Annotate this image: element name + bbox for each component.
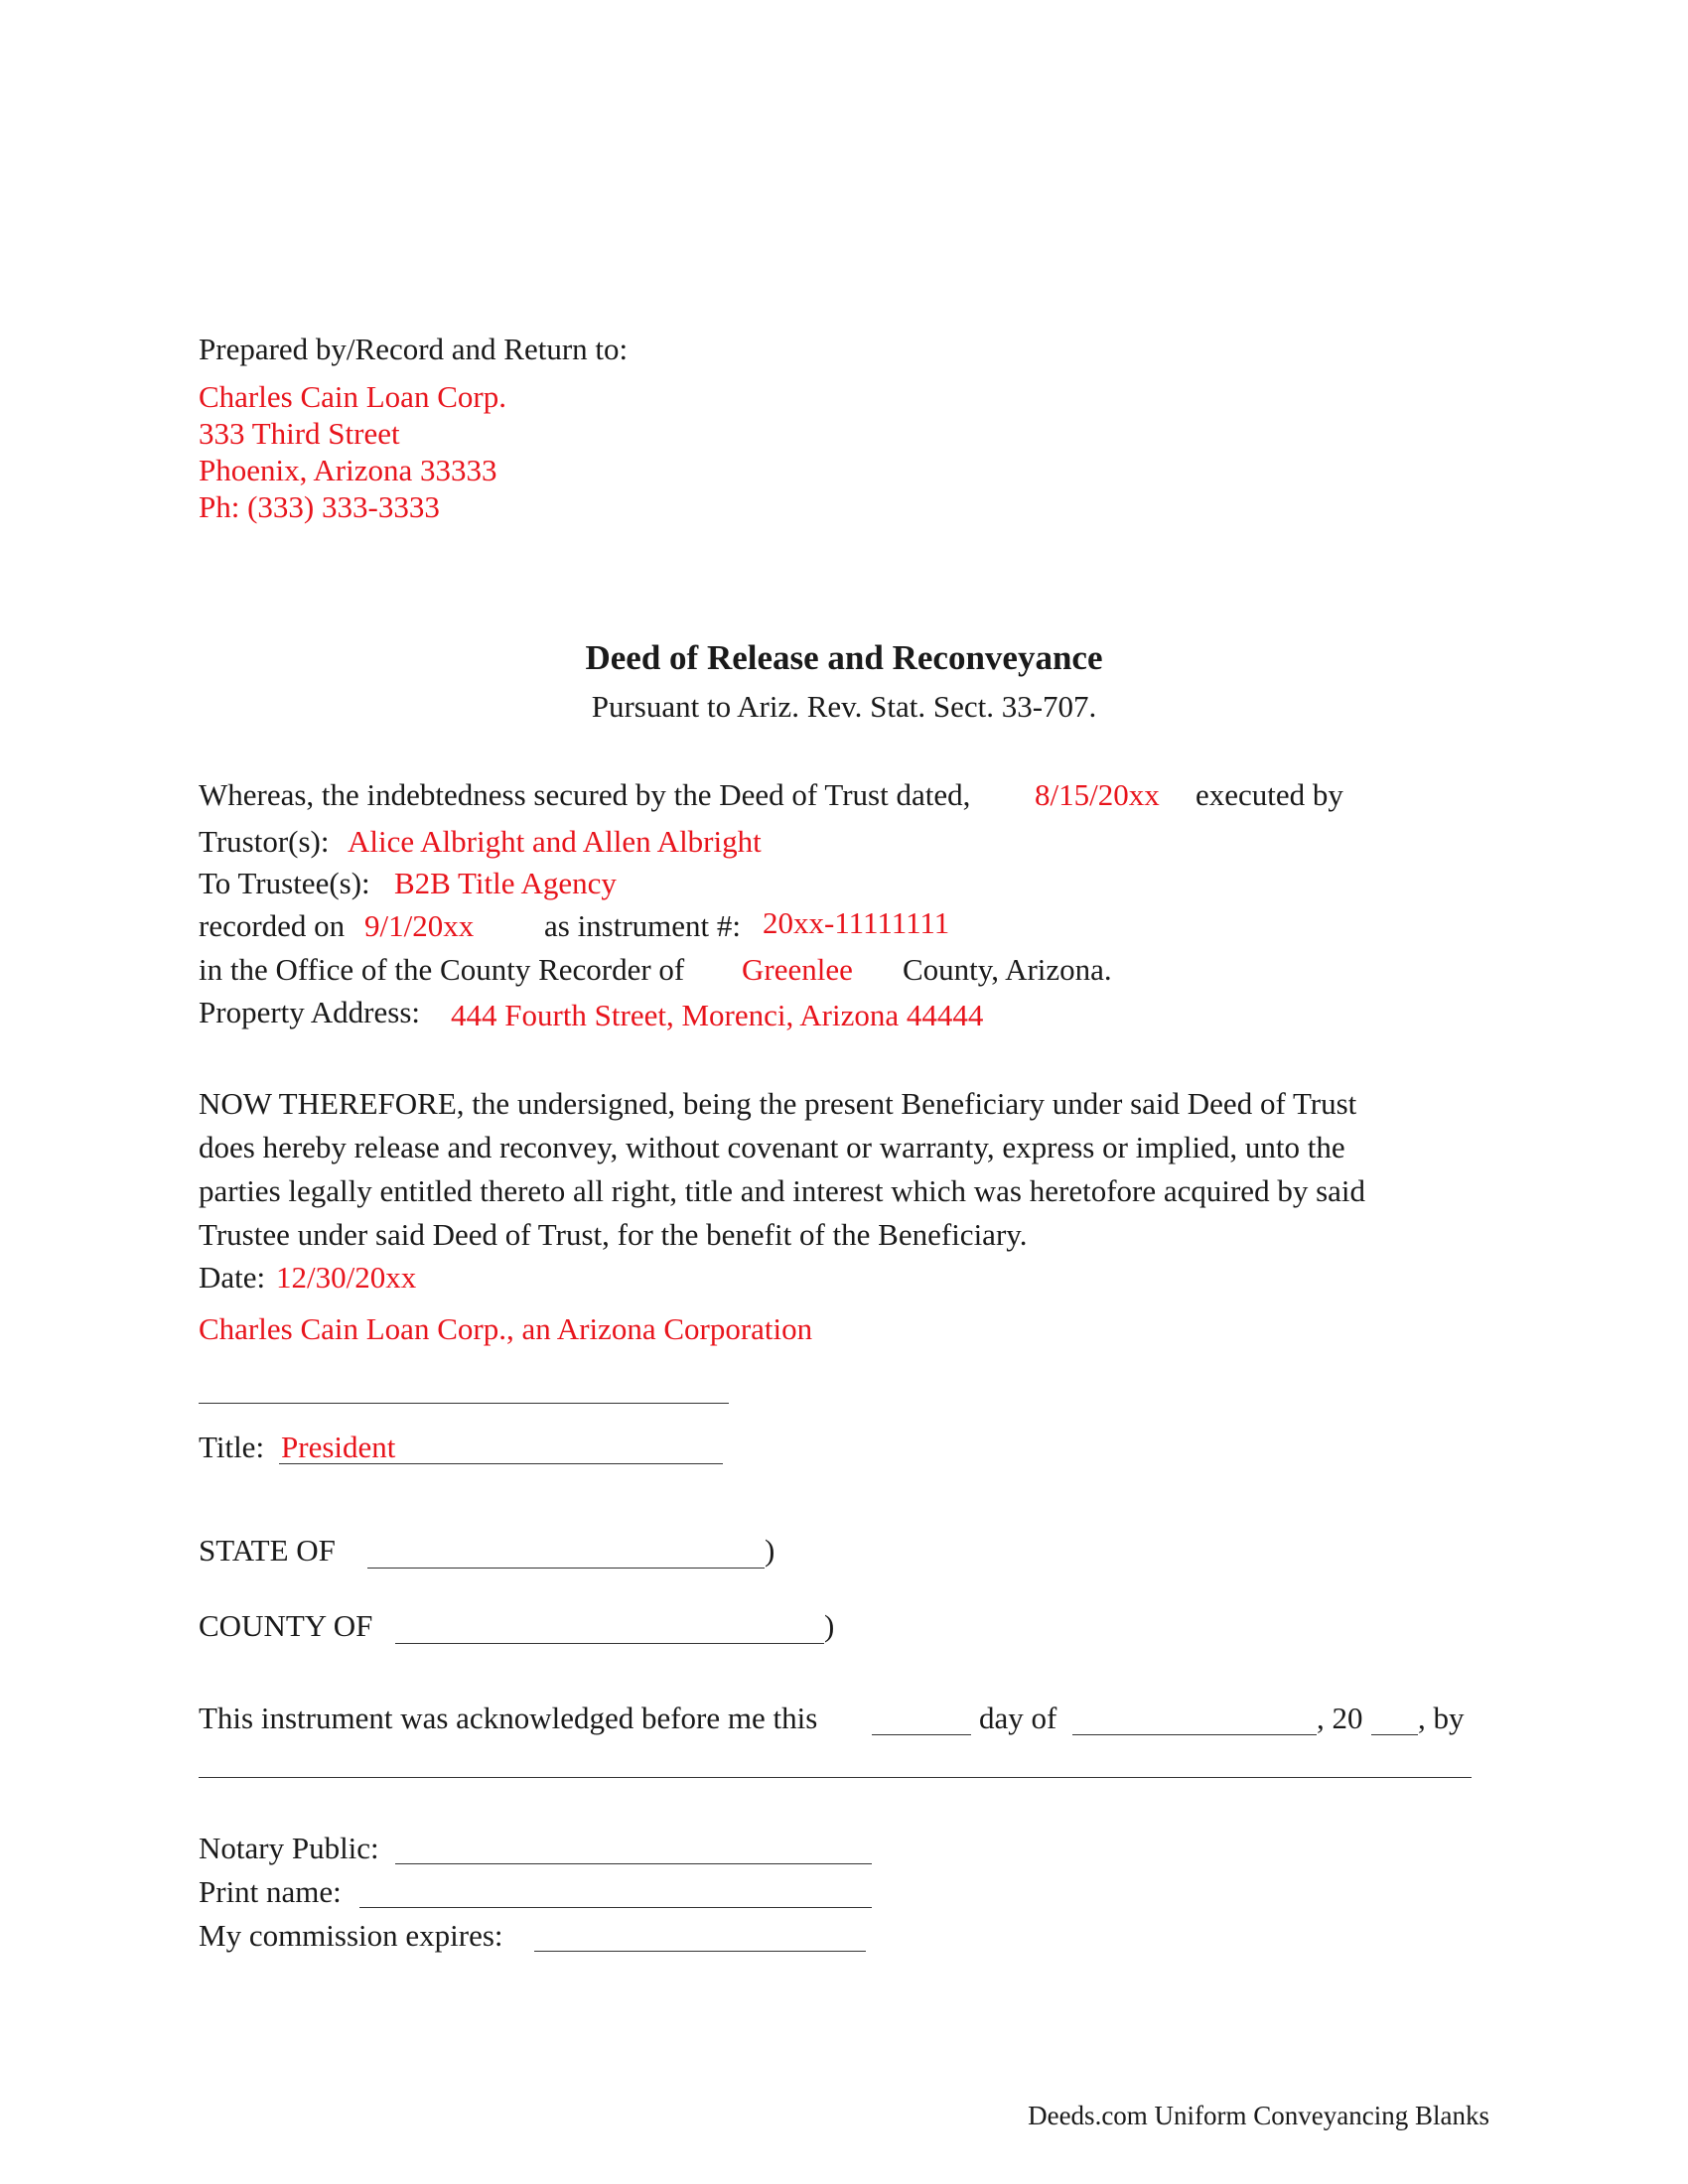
property-address-label: Property Address: bbox=[199, 995, 421, 1029]
document-title: Deed of Release and Reconveyance bbox=[585, 638, 1103, 677]
trustor-label: Trustor(s): bbox=[199, 824, 330, 859]
county-of-label: COUNTY OF bbox=[199, 1608, 373, 1643]
signer-title-label: Title: bbox=[199, 1430, 265, 1464]
property-address: 444 Fourth Street, Morenci, Arizona 44444 bbox=[451, 998, 984, 1032]
paragraph-line: NOW THEREFORE, the undersigned, being the present Beneficiary under said Deed of Trust bbox=[199, 1086, 1357, 1121]
acknowledgment-day-of: day of bbox=[979, 1701, 1057, 1735]
prepared-by-label: Prepared by/Record and Return to: bbox=[199, 332, 629, 366]
county-blank bbox=[395, 1643, 824, 1644]
footer-text: Deeds.com Uniform Conveyancing Blanks bbox=[1028, 2101, 1489, 2130]
county-paren: ) bbox=[824, 1608, 835, 1643]
whereas-label: Whereas, the indebtedness secured by the Deed of Trust dated, bbox=[199, 777, 971, 812]
return-phone: Ph: (333) 333-3333 bbox=[199, 489, 440, 524]
return-street: 333 Third Street bbox=[199, 416, 400, 451]
recorded-on-label: recorded on bbox=[199, 908, 346, 943]
acknowledged-by-line bbox=[199, 1777, 1472, 1778]
notary-public-label: Notary Public: bbox=[199, 1831, 379, 1865]
acknowledgment-year-prefix: , 20 bbox=[1317, 1701, 1363, 1735]
commission-expires-label: My commission expires: bbox=[199, 1918, 503, 1953]
instrument-label: as instrument #: bbox=[544, 908, 742, 943]
signer-title-value: President bbox=[281, 1430, 396, 1464]
paragraph-line: parties legally entitled thereto all right, title and interest which was heretofore acquired by said bbox=[199, 1173, 1366, 1208]
trustee-name: B2B Title Agency bbox=[394, 866, 617, 900]
county-suffix: County, Arizona. bbox=[903, 952, 1112, 987]
trustee-label: To Trustee(s): bbox=[199, 866, 370, 900]
return-company: Charles Cain Loan Corp. bbox=[199, 379, 506, 414]
executed-by-label: executed by bbox=[1196, 777, 1343, 812]
release-paragraph bbox=[199, 1082, 1479, 1257]
day-blank bbox=[872, 1734, 971, 1735]
year-blank bbox=[1371, 1734, 1418, 1735]
signature-line bbox=[199, 1403, 729, 1404]
execution-date: 12/30/20xx bbox=[276, 1260, 417, 1295]
date-label: Date: bbox=[199, 1260, 266, 1295]
title-line bbox=[279, 1463, 723, 1464]
state-blank bbox=[367, 1568, 765, 1569]
commission-expires-line bbox=[534, 1951, 866, 1952]
instrument-number: 20xx-11111111 bbox=[763, 905, 950, 940]
statute-reference: Pursuant to Ariz. Rev. Stat. Sect. 33-707. bbox=[591, 689, 1097, 724]
paragraph-line: Trustee under said Deed of Trust, for the benefit of the Beneficiary. bbox=[199, 1217, 1028, 1252]
beneficiary-name: Charles Cain Loan Corp., an Arizona Corporation bbox=[199, 1311, 813, 1346]
recorded-date: 9/1/20xx bbox=[364, 908, 475, 943]
acknowledgment-by: , by bbox=[1418, 1701, 1465, 1735]
paragraph-line: does hereby release and reconvey, without covenant or warranty, express or implied, unto the bbox=[199, 1130, 1345, 1164]
county-name: Greenlee bbox=[742, 952, 853, 987]
acknowledgment-text: This instrument was acknowledged before me this bbox=[199, 1701, 818, 1735]
return-city-state-zip: Phoenix, Arizona 33333 bbox=[199, 453, 497, 487]
print-name-label: Print name: bbox=[199, 1874, 342, 1909]
month-blank bbox=[1072, 1734, 1317, 1735]
notary-signature-line bbox=[395, 1863, 872, 1864]
print-name-line bbox=[359, 1907, 872, 1908]
trustor-names: Alice Albright and Allen Albright bbox=[348, 824, 762, 859]
deed-date: 8/15/20xx bbox=[1035, 777, 1160, 812]
state-paren: ) bbox=[765, 1533, 775, 1568]
office-label: in the Office of the County Recorder of bbox=[199, 952, 685, 987]
state-of-label: STATE OF bbox=[199, 1533, 336, 1568]
